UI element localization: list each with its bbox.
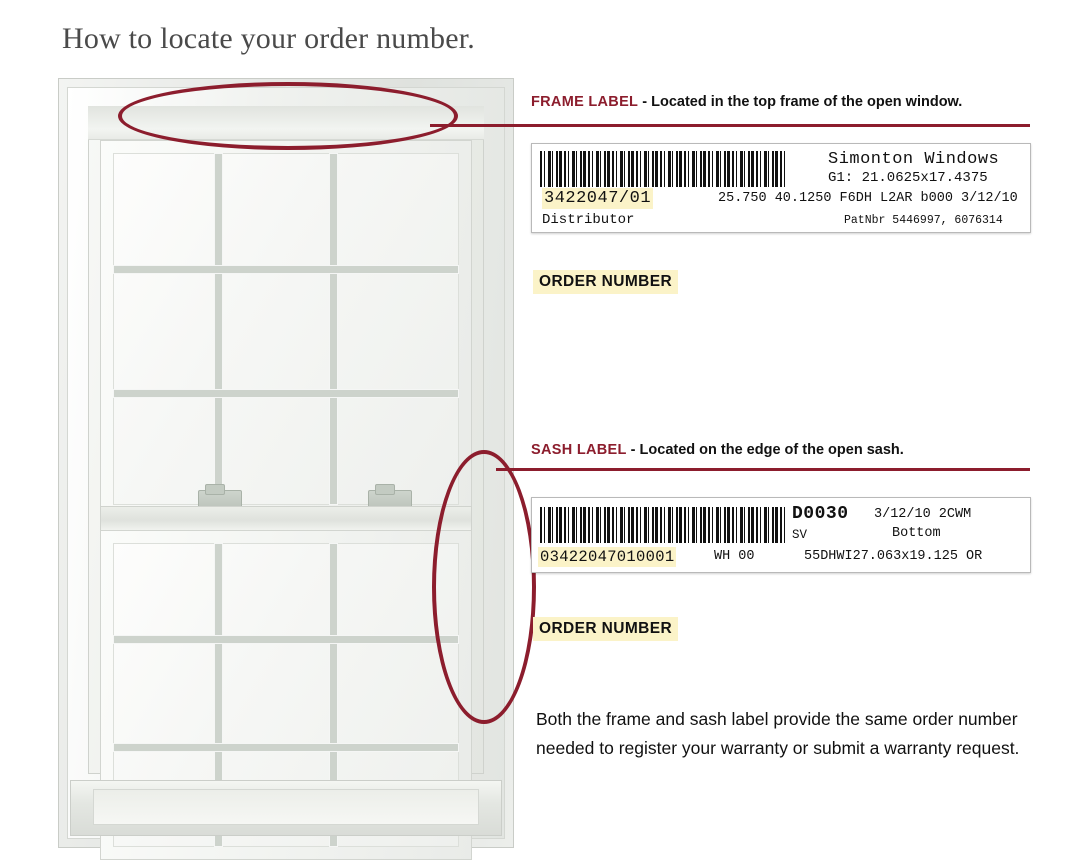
frame-label-card xyxy=(531,143,1031,233)
frame-label-brand: Simonton Windows xyxy=(828,150,1000,169)
sash-label-finish: WH 00 xyxy=(714,549,755,564)
footer-note: Both the frame and sash label provide the same order number needed to register your warranty or submit a warranty request. xyxy=(536,709,1020,758)
sash-label-date: 3/12/10 2CWM xyxy=(874,507,972,522)
frame-leader-line xyxy=(430,124,1030,127)
sash-label-spec: 55DHWI27.063x19.125 OR xyxy=(804,549,983,564)
sash-order-number-tag: ORDER NUMBER xyxy=(533,617,678,641)
frame-callout-lead: FRAME LABEL xyxy=(531,94,639,110)
window-sill xyxy=(70,780,502,836)
sash-callout-lead: SASH LABEL xyxy=(531,442,627,458)
page-title: How to locate your order number. xyxy=(62,22,475,55)
frame-label-distributor: Distributor xyxy=(542,212,635,228)
sash-callout-rest: - Located on the edge of the open sash. xyxy=(626,442,904,458)
sash-label-position: Bottom xyxy=(892,526,941,541)
grille-vertical xyxy=(214,153,223,505)
upper-sash-glass xyxy=(113,153,459,505)
frame-label-glass-spec: G1: 21.0625x17.4375 xyxy=(828,170,988,186)
sash-label-highlight-ellipse xyxy=(432,450,536,724)
frame-label-dimensions: 25.750 40.1250 F6DH L2AR b000 3/12/10 xyxy=(718,191,1018,206)
sash-label-code: D0030 xyxy=(792,504,849,524)
frame-label-patent: PatNbr 5446997, 6076314 xyxy=(844,214,1003,227)
sash-label-card xyxy=(531,497,1031,573)
barcode-icon xyxy=(540,507,786,543)
meeting-rail xyxy=(100,506,472,532)
sash-label-order-number: 03422047010001 xyxy=(540,548,675,566)
window-sill-inner xyxy=(93,789,479,825)
window-illustration xyxy=(58,78,514,848)
frame-order-number-tag: ORDER NUMBER xyxy=(533,270,678,294)
frame-callout-rest: - Located in the top frame of the open window. xyxy=(638,94,963,110)
sash-leader-line xyxy=(496,468,1030,471)
sash-label-sv: SV xyxy=(792,528,808,542)
frame-label-highlight-ellipse xyxy=(118,82,458,150)
sash-callout-heading xyxy=(531,442,904,458)
grille-horizontal xyxy=(113,265,459,274)
upper-sash xyxy=(100,140,472,518)
frame-callout-heading xyxy=(531,94,962,110)
frame-label-order-number: 3422047/01 xyxy=(544,189,652,208)
grille-horizontal xyxy=(113,635,459,644)
grille-vertical xyxy=(329,153,338,505)
barcode-icon xyxy=(540,151,786,187)
grille-horizontal xyxy=(113,743,459,752)
grille-horizontal xyxy=(113,389,459,398)
